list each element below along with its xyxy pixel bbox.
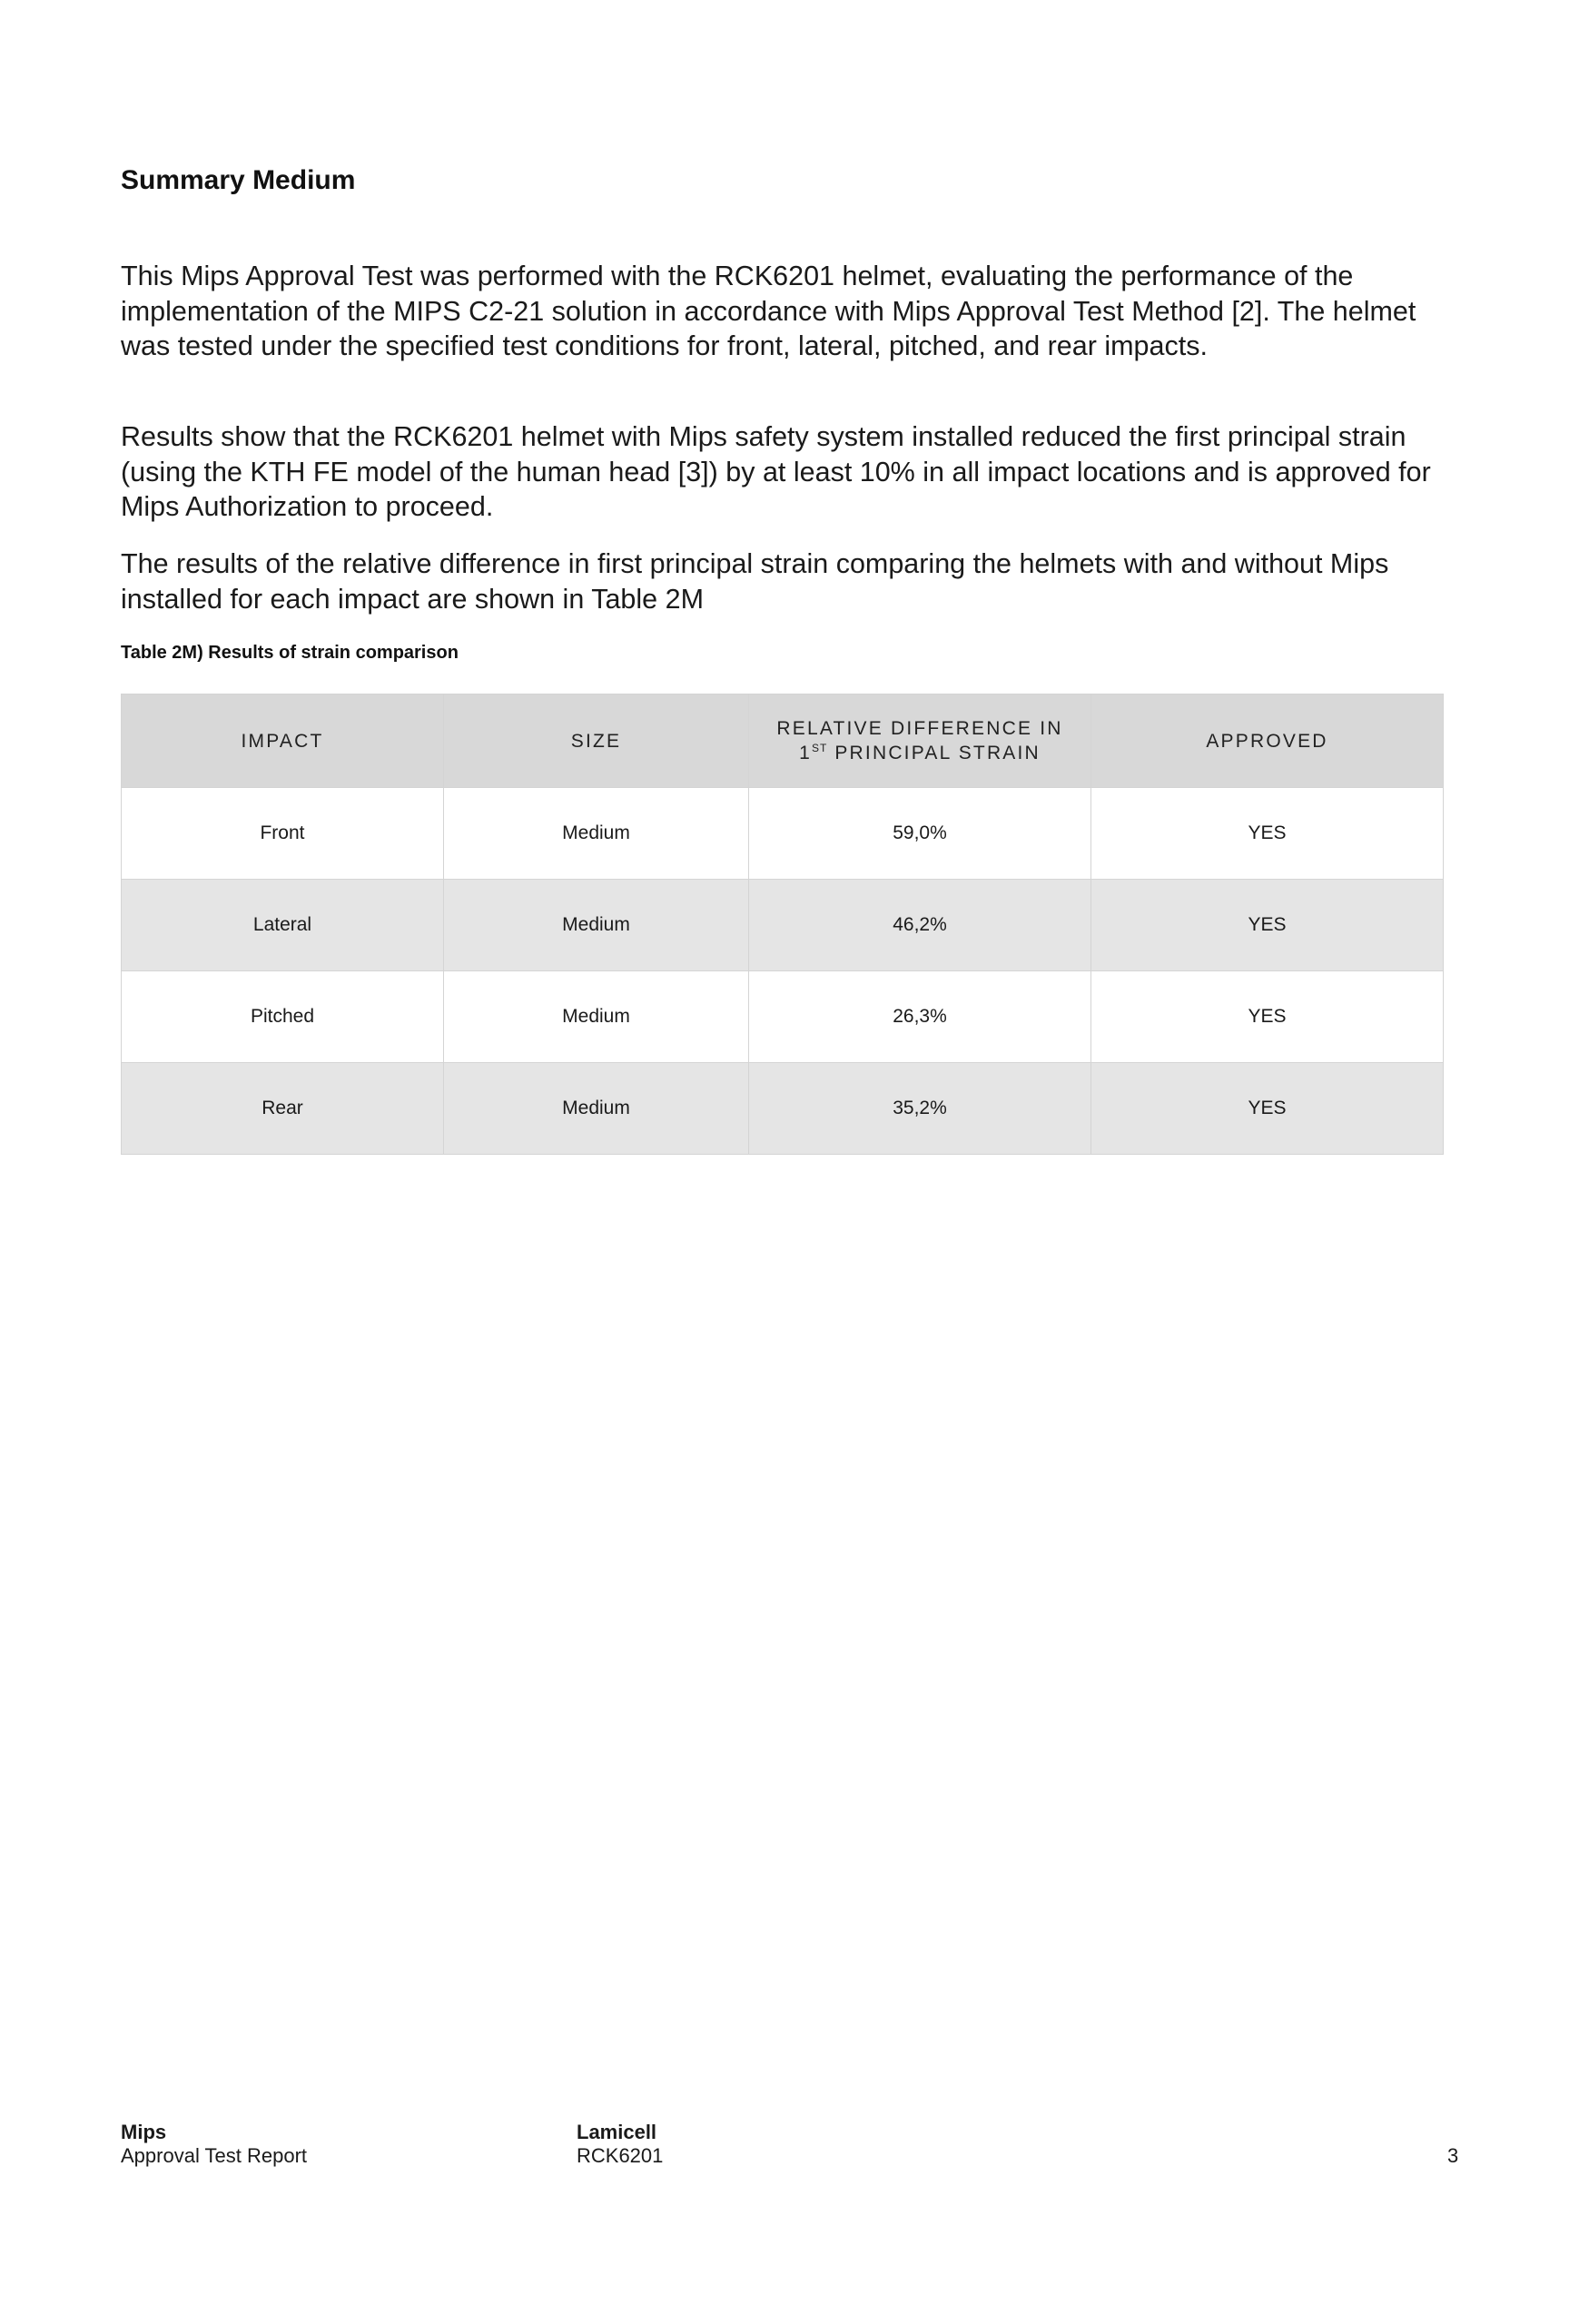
cell-relative-difference: 46,2% xyxy=(749,880,1091,971)
cell-relative-difference: 35,2% xyxy=(749,1063,1091,1155)
cell-impact: Front xyxy=(122,788,444,880)
cell-approved: YES xyxy=(1091,971,1444,1063)
header-approved: APPROVED xyxy=(1091,694,1444,788)
cell-size: Medium xyxy=(444,788,749,880)
table-header-row xyxy=(122,694,1444,788)
footer-report-type: Approval Test Report xyxy=(121,2144,308,2167)
footer-company: Mips xyxy=(121,2121,167,2143)
cell-impact: Pitched xyxy=(122,971,444,1063)
page-number: 3 xyxy=(1447,2144,1459,2167)
cell-impact: Rear xyxy=(122,1063,444,1155)
header-impact: IMPACT xyxy=(122,694,444,788)
cell-approved: YES xyxy=(1091,1063,1444,1155)
cell-size: Medium xyxy=(444,880,749,971)
cell-relative-difference: 59,0% xyxy=(749,788,1091,880)
header-relative-difference-ordinal: 1 xyxy=(799,743,812,763)
strain-comparison-table xyxy=(121,694,1444,1155)
cell-size: Medium xyxy=(444,971,749,1063)
table-row xyxy=(122,1063,1444,1155)
footer-model: RCK6201 xyxy=(577,2144,664,2167)
header-relative-difference-line2: PRINCIPAL STRAIN xyxy=(827,743,1041,763)
cell-impact: Lateral xyxy=(122,880,444,971)
section-title: Summary Medium xyxy=(121,165,356,195)
cell-size: Medium xyxy=(444,1063,749,1155)
cell-relative-difference: 26,3% xyxy=(749,971,1091,1063)
table-row xyxy=(122,971,1444,1063)
header-size: SIZE xyxy=(444,694,749,788)
header-relative-difference-line1: RELATIVE DIFFERENCE IN xyxy=(776,718,1063,739)
table-row xyxy=(122,788,1444,880)
header-ordinal-suffix: ST xyxy=(811,742,828,754)
cell-approved: YES xyxy=(1091,788,1444,880)
footer-middle xyxy=(577,2121,663,2168)
summary-paragraph-3: The results of the relative difference in first principal strain comparing the helmets with and without Mips installed for each impact are shown in Table 2M xyxy=(121,548,1389,615)
summary-paragraph-1: This Mips Approval Test was performed with the RCK6201 helmet, evaluating the performance of the implementation of the MIPS C2-21 solution in accordance with Mips Approval Test Method [2]. The helmet was tested under the specified test conditions for front, lateral, pitched, and rear impacts. xyxy=(121,261,1416,361)
table-caption: Table 2M) Results of strain comparison xyxy=(121,643,459,663)
cell-approved: YES xyxy=(1091,880,1444,971)
header-relative-difference xyxy=(749,694,1091,788)
summary-paragraph-2: Results show that the RCK6201 helmet with Mips safety system installed reduced the first principal strain (using the KTH FE model of the human head [3]) by at least 10% in all impact locations and is approved for Mips Authorization to proceed. xyxy=(121,421,1431,522)
footer-client: Lamicell xyxy=(577,2121,657,2143)
table-row xyxy=(122,880,1444,971)
footer-left xyxy=(121,2121,307,2168)
